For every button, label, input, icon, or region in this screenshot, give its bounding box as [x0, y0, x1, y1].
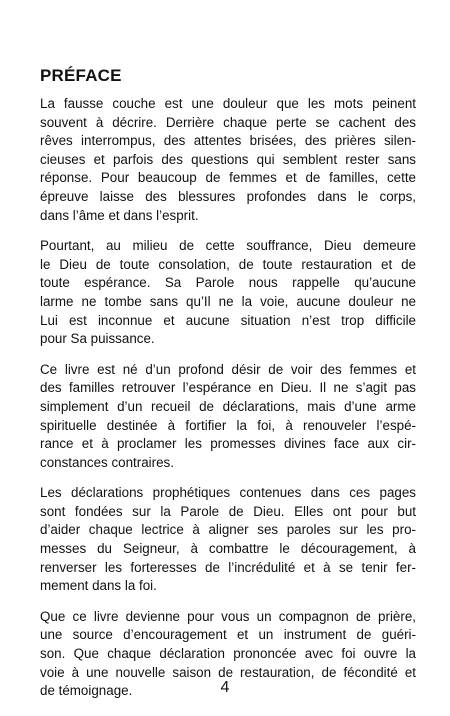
- text-line: spirituelle destinée à fortifier la foi, à renouveler l’espé-: [40, 417, 416, 433]
- page-title: PRÉFACE: [40, 66, 122, 85]
- paragraph: [40, 484, 416, 596]
- text-line: réponse. Pour beaucoup de femmes et de familles, cette: [40, 170, 416, 186]
- page-number: 4: [220, 679, 230, 696]
- text-line: épreuve laisse des blessures profondes dans le corps,: [40, 188, 416, 204]
- text-line: Les déclarations prophétiques contenues dans ces pages: [40, 485, 416, 501]
- text-line: cieuses et parfois des questions qui semblent rester sans: [40, 151, 416, 167]
- text-line: pour Sa puissance.: [40, 331, 155, 347]
- text-line: Lui est inconnue et aucune situation n’est trop difficile: [40, 312, 416, 328]
- text-line: simplement d’un recueil de déclarations, mais d’une arme: [40, 398, 416, 414]
- text-line: rance et à proclamer les promesses divines face aux cir-: [40, 436, 416, 452]
- text-line: messes du Seigneur, à combattre le découragement, à: [40, 541, 416, 557]
- text-line: toute espérance. Sa Parole nous rappelle qu’aucune: [40, 275, 416, 291]
- text-line: Ce livre est né d’un profond désir de voir des femmes et: [40, 361, 416, 377]
- text-line: une source d’encouragement et un instrument de guéri-: [40, 627, 416, 643]
- preface-body: [40, 95, 416, 713]
- text-line: voie à une nouvelle saison de restauration, de fécondité et: [40, 664, 416, 680]
- text-line: La fausse couche est une douleur que les mots peinent: [40, 96, 416, 111]
- text-line: des familles retrouver l’espérance en Dieu. Il ne s’agit pas: [40, 380, 416, 396]
- text-line: de témoignage.: [40, 683, 133, 699]
- text-line: larme ne tombe sans qu’Il ne la voie, aucune douleur ne: [40, 293, 416, 309]
- text-line: Que ce livre devienne pour vous un compagnon de prière,: [40, 608, 416, 624]
- paragraph: [40, 361, 416, 473]
- text-line: constances contraires.: [40, 454, 174, 470]
- text-line: rêves interrompus, des attentes brisées, des prières silen-: [40, 133, 416, 149]
- text-line: mement dans la foi.: [40, 578, 157, 594]
- text-line: souvent à décrire. Derrière chaque perte se cachent des: [40, 114, 416, 130]
- text-line: renverser les forteresses de l’incrédulité et à se tenir fer-: [40, 559, 416, 575]
- text-line: son. Que chaque déclaration prononcée avec foi ouvre la: [40, 646, 416, 662]
- paragraph: [40, 237, 416, 349]
- text-line: d’aider chaque lectrice à aligner ses paroles sur les pro-: [40, 522, 416, 538]
- paragraph: [40, 95, 416, 225]
- text-line: dans l’âme et dans l’esprit.: [40, 207, 199, 223]
- text-line: Pourtant, au milieu de cette souffrance, Dieu demeure: [40, 238, 416, 254]
- text-line: sont fondées sur la Parole de Dieu. Elles ont pour but: [40, 503, 416, 519]
- text-line: le Dieu de toute consolation, de toute restauration et de: [40, 256, 416, 272]
